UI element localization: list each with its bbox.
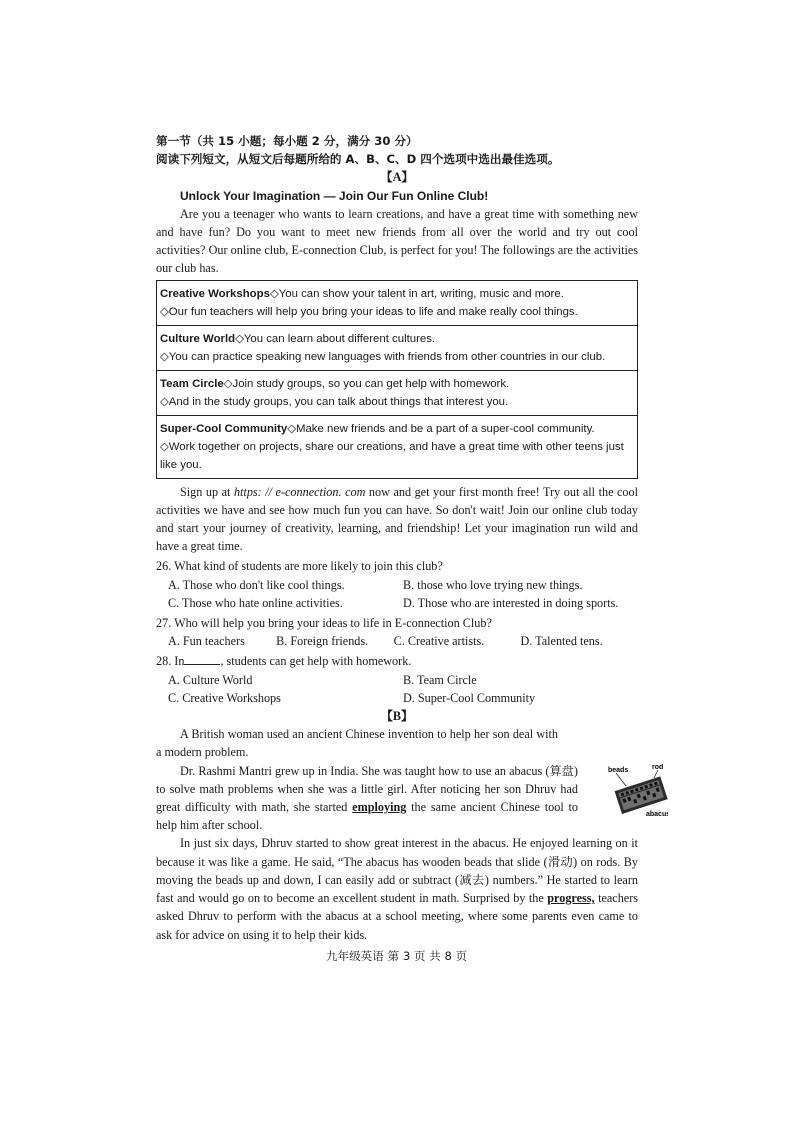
underlined-word-employing: employing [352,800,407,815]
activity-detail: ◇And in the study groups, you can talk about things that interest you. [160,395,509,408]
question-text: What kind of students are more likely to join this club? [174,559,443,574]
activity-name: Creative Workshops [160,287,270,300]
question-26 [156,557,638,575]
activity-detail: ◇Make new friends and be a part of a super-cool community. [287,422,595,435]
option-b[interactable]: B. those who love trying new things. [403,577,583,592]
option-a[interactable]: A. Those who don't like cool things. [168,577,345,592]
question-26-options [156,576,638,612]
abacus-label-abacus: abacus [646,810,668,818]
option-d[interactable]: D. Those who are interested in doing sports. [403,595,619,610]
activity-detail: ◇Join study groups, so you can get help with homework. [223,377,510,390]
option-b[interactable]: B. Foreign friends. [276,634,369,649]
signup-prefix: Sign up at [180,484,234,499]
option-a[interactable]: A. Fun teachers [168,634,245,649]
abacus-illustration [584,763,668,826]
question-28-options [156,671,638,707]
underlined-word-progress: progress, [547,891,595,906]
activity-name: Super-Cool Community [160,422,288,435]
table-row [157,371,637,416]
passage-b-p2-a: Dr. Rashmi Mantri grew up in India. She was taught how to use an abacus (算盘) to solve math problems when she was a little girl. After noticing her son Dhruv had great difficulty with math, she started [156,763,578,815]
question-number: 28. [156,654,172,669]
question-27-options [156,632,638,650]
signup-rest: now and get your first month free! Try out all the cool activities we have and see how much fun you can have. So don't wait! Join our online club today and start your journey of creativity, learning, and friendship! Let your imagination run wild and have a great time. [156,484,638,554]
instruction: 阅读下列短文，从短文后每题所给的 A、B、C、D 四个选项中选出最佳选项。 [156,152,560,167]
table-row [157,326,637,371]
option-d[interactable]: D. Super-Cool Community [403,690,536,705]
answer-blank[interactable] [184,652,220,665]
page-footer: 九年级英语 第 3 页 共 8 页 [325,949,468,963]
signup-url: https: // e-connection. com [233,484,366,499]
option-d[interactable]: D. Talented tens. [520,634,603,649]
passage-b-p1: A British woman used an ancient Chinese invention to help her son deal with a modern problem. [156,727,558,760]
passage-b-marker: 【B】 [380,709,414,724]
table-row [157,281,637,326]
page-content [156,132,668,944]
passage-a-marker: 【A】 [380,170,414,185]
passage-b-p3 [156,834,638,943]
activity-detail: ◇Our fun teachers will help you bring your ideas to life and make really cool things. [160,305,578,318]
option-c[interactable]: C. Creative Workshops [168,690,281,705]
abacus-label-beads: beads [608,766,629,774]
passage-b-p3-b: teachers asked Dhruv to perform with the abacus at a school meeting, where some parents even came to ask for advice on using it to help their kids. [156,891,638,942]
passage-a-intro: Are you a teenager who wants to learn creations, and have a great time with something new and have fun? Do you want to meet new friends from all over the world and try out cool activities? Our online club, E-connection Club, is perfect for you! The followings are the activities our club has. [156,206,638,276]
option-c[interactable]: C. Creative artists. [393,634,485,649]
passage-a-title: Unlock Your Imagination — Join Our Fun Online Club! [180,188,489,203]
question-text: Who will help you bring your ideas to life in E-connection Club? [174,616,492,631]
activity-detail: ◇Work together on projects, share our creations, and have a great time with other teens just like you. [160,440,624,471]
option-b[interactable]: B. Team Circle [403,672,477,687]
abacus-label-rod: rod [652,763,664,771]
question-text-after: , students can get help with homework. [220,654,412,669]
option-c[interactable]: C. Those who hate online activities. [168,595,343,610]
passage-b-p3-a: In just six days, Dhruv started to show great interest in the abacus. He enjoyed learning on it because it was like a game. He said, “The abacus has wooden beads that slide (滑动) on rods. By moving the beads up and down, I can easily add or subtract (减去) numbers.” He started to learn fast and would go on to become an excellent student in math. Surprised by the [156,836,638,906]
question-27 [156,614,638,632]
option-a[interactable]: A. Culture World [168,672,253,687]
question-28 [156,652,638,670]
question-number: 27. [156,616,172,631]
activity-detail: ◇You can learn about different cultures. [235,332,436,345]
activity-detail: ◇You can show your talent in art, writing, music and more. [269,287,564,300]
section-title: 第一节（共 15 小题；每小题 2 分，满分 30 分） [156,134,418,148]
signup-paragraph [156,483,638,556]
passage-b-p2-b: the same ancient Chinese tool to help him after school. [156,800,578,833]
activities-table [156,280,638,479]
question-number: 26. [156,559,172,574]
table-row [157,416,637,478]
abacus-icon [608,764,668,826]
activity-name: Culture World [160,332,236,345]
activity-name: Team Circle [160,377,224,390]
question-text-before: In [174,654,185,669]
activity-detail: ◇You can practice speaking new languages with friends from other countries in our club. [160,350,606,363]
passage-b-p2 [156,762,668,835]
